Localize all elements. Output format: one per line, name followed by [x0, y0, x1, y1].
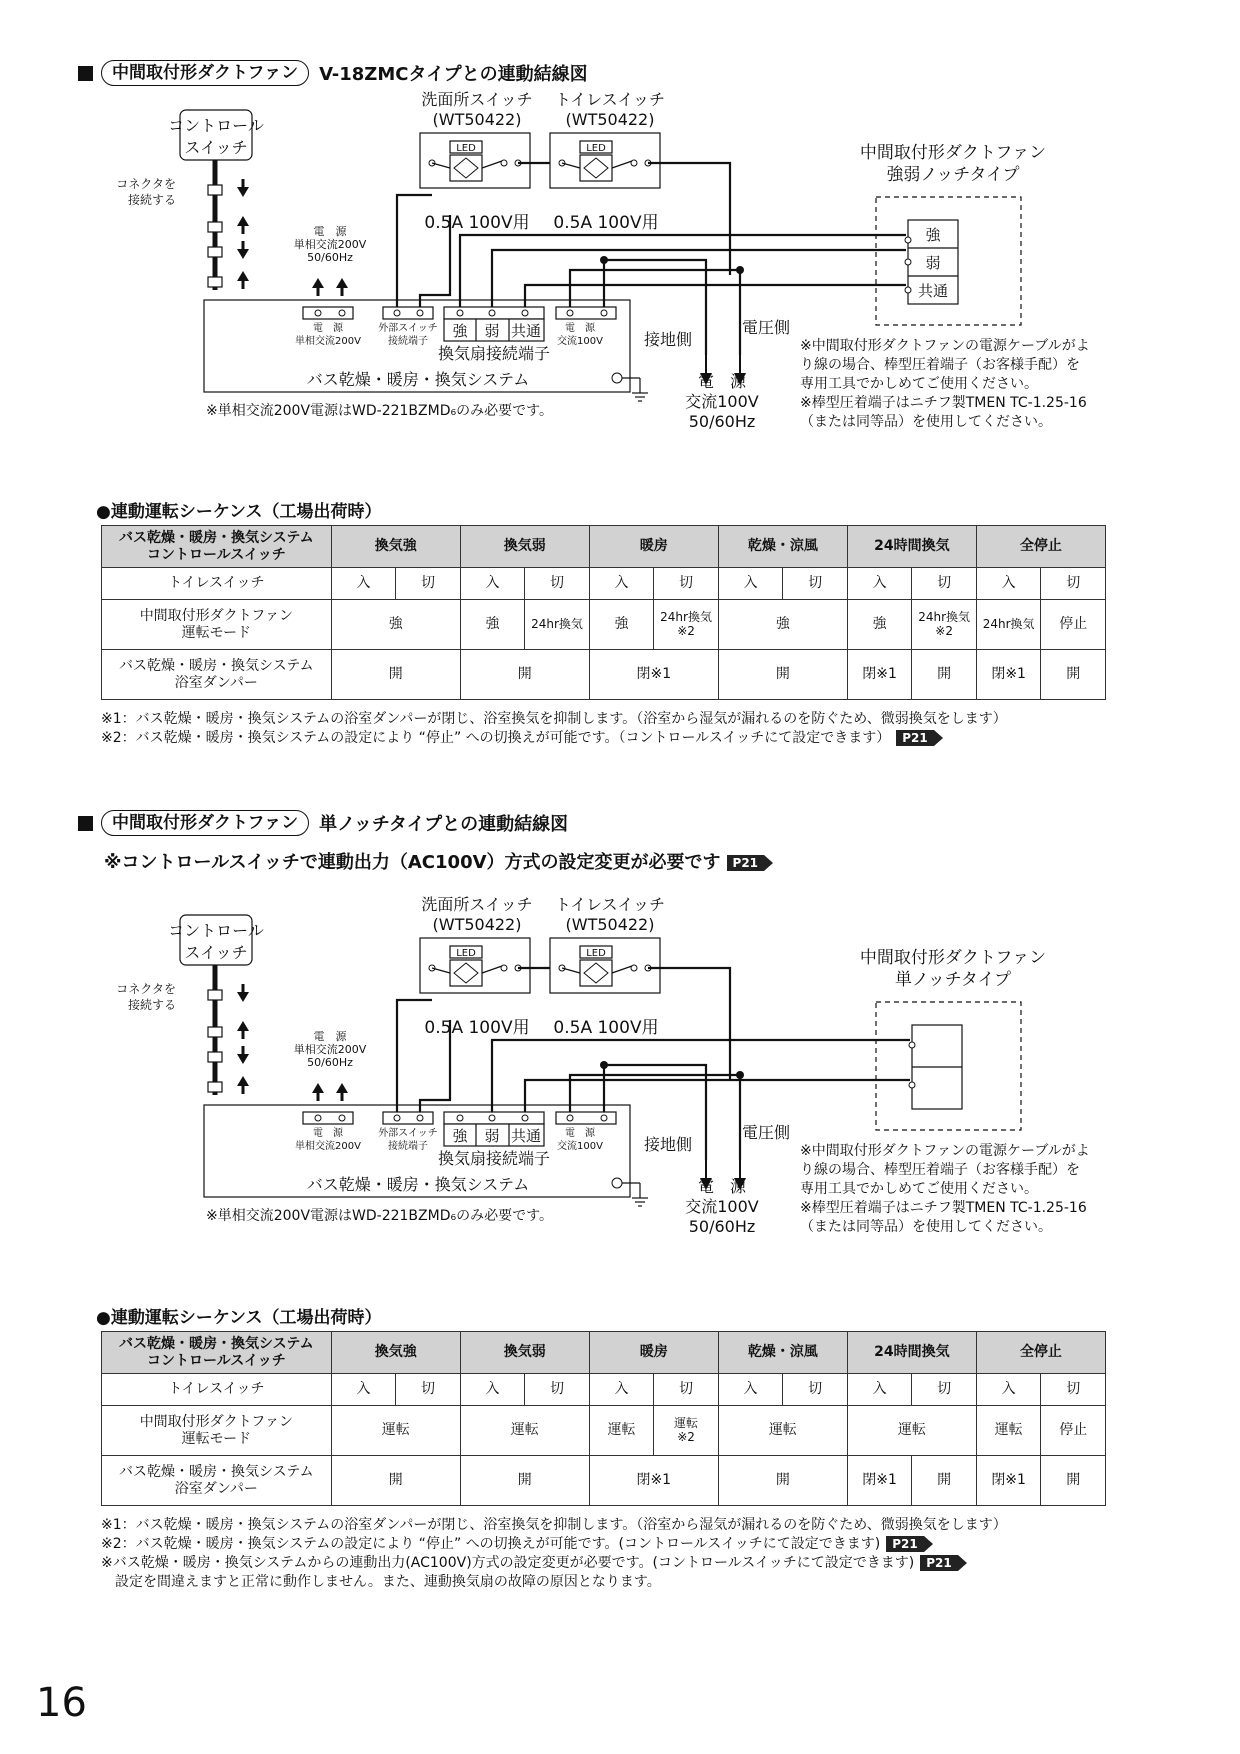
terminal-label: 接続端子	[388, 336, 428, 347]
mode-header-cell: 換気強	[331, 526, 460, 568]
terminal-label: 接続端子	[388, 1141, 428, 1152]
section1-pill: 中間取付形ダクトファン	[101, 60, 309, 86]
power-label: 50/60Hz	[307, 251, 353, 264]
junction-dot	[600, 1061, 608, 1069]
fan-mode-cell: 24hr換気 ※2	[654, 600, 719, 650]
terminal-dot	[522, 310, 528, 316]
damper-cell: 開	[718, 1456, 847, 1506]
table-row	[102, 1456, 1106, 1506]
terminal-label: 共通	[510, 1127, 542, 1145]
fan-cable-note: り線の場合、棒型圧着端子（お客様手配）を	[800, 1162, 1080, 1178]
arrow-down-icon	[237, 187, 249, 197]
arrow-down-icon	[237, 992, 249, 1002]
terminal-label: 電 源	[313, 1128, 343, 1139]
damper-cell: 閉※1	[589, 650, 718, 700]
wiring-diagram-1	[0, 85, 1240, 475]
terminal-dot	[909, 1042, 915, 1048]
toilet-switch-cell: 切	[1041, 1374, 1106, 1406]
junction-dot	[600, 256, 608, 264]
damper-cell: 開	[460, 1456, 589, 1506]
damper-cell: 開	[331, 650, 460, 700]
table-row	[102, 650, 1106, 700]
fan-mode-cell: 運転	[718, 1406, 847, 1456]
switch-body	[580, 155, 612, 181]
control-switch-label: コントロール	[168, 921, 264, 940]
connector-label: コネクタを	[116, 982, 176, 996]
terminal-label: 単相交流200V	[295, 1141, 361, 1152]
arrow-up-icon	[237, 216, 249, 226]
led-label: LED	[586, 143, 606, 154]
fan-mode-cell: 強	[847, 600, 912, 650]
fan-cable-note: 専用工具でかしめてご使用ください。	[800, 1181, 1038, 1197]
power-label: 50/60Hz	[307, 1056, 353, 1069]
led-label: LED	[456, 948, 476, 959]
switch-body	[580, 960, 612, 986]
page-number: 16	[36, 1680, 87, 1726]
table1-title: ●連動運転シーケンス（工場出荷時）	[96, 502, 382, 522]
terminal-label: 換気扇接続端子	[437, 344, 551, 363]
page-ref-badge: P21	[896, 730, 934, 746]
power-footnote: ※単相交流200V電源はWD-221BZMD₆のみ必要です。	[206, 1208, 553, 1224]
fan-cable-note: （または同等品）を使用してください。	[800, 414, 1052, 430]
fan-mode-cell: 運転	[589, 1406, 654, 1456]
wire	[397, 1000, 432, 1112]
switch-title: (WT50422)	[432, 915, 522, 934]
toilet-switch-cell: 切	[525, 568, 590, 600]
system-name: バス乾燥・暖房・換気システム	[306, 1175, 530, 1194]
terminal-label: 電 源	[313, 323, 343, 334]
diagram2-group	[116, 895, 1090, 1236]
mode-header-cell: 換気弱	[460, 526, 589, 568]
page-ref-badge: P21	[727, 855, 765, 871]
terminal-label: 単相交流200V	[295, 336, 361, 347]
power-label: 単相交流200V	[293, 1043, 367, 1056]
junction-dot	[736, 266, 744, 274]
arrow-down-icon	[237, 1054, 249, 1064]
toilet-switch-cell: 入	[589, 1374, 654, 1406]
mode-header-cell: 乾燥・涼風	[718, 526, 847, 568]
section2-pill: 中間取付形ダクトファン	[101, 810, 309, 836]
terminal-dot	[457, 310, 463, 316]
switch-body	[450, 155, 482, 181]
fan-terminal-label: 弱	[925, 254, 941, 272]
control-switch-label: スイッチ	[184, 138, 248, 157]
system-name: バス乾燥・暖房・換気システム	[306, 370, 530, 389]
mode-header-cell: 暖房	[589, 1332, 718, 1374]
terminal-dot	[339, 1115, 345, 1121]
supply-label: 50/60Hz	[688, 1217, 756, 1236]
section2-heading	[78, 810, 568, 836]
arrow-up-icon	[237, 1021, 249, 1031]
connector-plug	[208, 277, 222, 287]
connector-label: 接続する	[127, 193, 176, 207]
terminal-dot	[567, 1115, 573, 1121]
power-label: 単相交流200V	[293, 238, 367, 251]
terminal-label: 弱	[484, 1127, 500, 1145]
toilet-switch-cell: 切	[396, 568, 461, 600]
table-header-row	[102, 526, 1106, 568]
fan-mode-cell: 運転	[976, 1406, 1041, 1456]
ground-icon	[612, 373, 622, 383]
table2-note-4: 設定を間違えますと正常に動作しません。また、連動換気扇の故障の原因となります。	[101, 1574, 661, 1590]
arrow-up-icon	[237, 271, 249, 281]
mode-header-cell: 全停止	[976, 1332, 1105, 1374]
fan-mode-cell: 24hr換気 ※2	[912, 600, 977, 650]
table2-note-3: ※バス乾燥・暖房・換気システムからの連動出力(AC100V)方式の設定変更が必要です。(コントロールスイッチにて設定できます) P21	[101, 1554, 1007, 1573]
switch-title: トイレスイッチ	[554, 895, 666, 914]
table2-note-2: ※2：バス乾燥・暖房・換気システムの設定により “停止” への切換えが可能です。(コントロールスイッチにて設定できます) P21	[101, 1535, 1007, 1554]
fan-cable-note: 専用工具でかしめてご使用ください。	[800, 376, 1038, 392]
wire	[397, 195, 432, 307]
diagram1-group	[116, 90, 1090, 431]
voltage-side-label: 電圧側	[742, 318, 791, 337]
damper-cell: 閉※1	[847, 650, 912, 700]
header-label-cell: バス乾燥・暖房・換気システム コントロールスイッチ	[102, 526, 332, 568]
fan-mode-cell: 運転	[460, 1406, 589, 1456]
fan-terminal-label: 共通	[917, 282, 949, 300]
damper-cell: 開	[1041, 650, 1106, 700]
terminal-label: 共通	[510, 322, 542, 340]
rating-label: 0.5A 100V用	[424, 213, 530, 233]
header-label-cell: バス乾燥・暖房・換気システム コントロールスイッチ	[102, 1332, 332, 1374]
terminal-dot	[601, 310, 607, 316]
damper-cell: 開	[912, 1456, 977, 1506]
terminal-label: 交流100V	[557, 336, 603, 347]
arrow-up-icon	[237, 1076, 249, 1086]
table1-notes	[101, 710, 1007, 748]
terminal-dot	[339, 310, 345, 316]
toilet-switch-cell: 入	[331, 568, 396, 600]
table1-note-1: ※1：バス乾燥・暖房・換気システムの浴室ダンパーが閉じ、浴室換気を抑制します。（浴室から湿気が漏れるのを防ぐため、微弱換気をします）	[101, 711, 1007, 727]
arrow-down-icon	[237, 249, 249, 259]
fan-cable-note: り線の場合、棒型圧着端子（お客様手配）を	[800, 357, 1080, 373]
damper-cell: 閉※1	[847, 1456, 912, 1506]
connector-label: 接続する	[127, 998, 176, 1012]
table-row	[102, 568, 1106, 600]
terminal-dot	[909, 1082, 915, 1088]
connector-plug	[208, 1027, 222, 1037]
supply-label: 電 源	[697, 372, 747, 391]
terminal-dot	[315, 310, 321, 316]
table2-notes	[101, 1516, 1007, 1592]
fan-mode-cell: 強	[718, 600, 847, 650]
row-label-cell: トイレスイッチ	[102, 1374, 332, 1406]
mode-header-cell: 24時間換気	[847, 526, 976, 568]
terminal-dot	[394, 310, 400, 316]
table2-title: ●連動運転シーケンス（工場出荷時）	[96, 1308, 382, 1328]
fan-mode-cell: 24hr換気	[976, 600, 1041, 650]
terminal-label: 電 源	[565, 323, 595, 334]
toilet-switch-cell: 入	[847, 568, 912, 600]
fan-mode-cell: 運転	[331, 1406, 460, 1456]
bullet-square-icon	[78, 816, 93, 831]
damper-cell: 開	[1041, 1456, 1106, 1506]
toilet-switch-cell: 切	[783, 1374, 848, 1406]
switch-title: トイレスイッチ	[554, 90, 666, 109]
fan-mode-cell: 強	[331, 600, 460, 650]
section2-title: 単ノッチタイプとの連動結線図	[319, 814, 569, 835]
table-row	[102, 600, 1106, 650]
section2-note: ※コントロールスイッチで連動出力（AC100V）方式の設定変更が必要です P21	[104, 848, 764, 874]
terminal-label: 外部スイッチ	[378, 323, 438, 334]
switch-title: (WT50422)	[432, 110, 522, 129]
control-switch-label: コントロール	[168, 116, 264, 135]
terminal-label: 換気扇接続端子	[437, 1149, 551, 1168]
connector-plug	[208, 1052, 222, 1062]
led-label: LED	[456, 143, 476, 154]
fan-mode-cell: 運転 ※2	[654, 1406, 719, 1456]
sequence-table-1	[101, 525, 1106, 700]
fan-cable-note: ※棒型圧着端子はニチフ製TMEN TC-1.25-16	[800, 395, 1087, 411]
rating-label: 0.5A 100V用	[424, 1018, 530, 1038]
ground-side-label: 接地側	[643, 1135, 692, 1154]
terminal-dot	[489, 310, 495, 316]
table1-note-2: ※2：バス乾燥・暖房・換気システムの設定により “停止” への切換えが可能です。（コントロールスイッチにて設定できます） P21	[101, 729, 1007, 748]
terminal-dot	[905, 259, 911, 265]
damper-cell: 開	[331, 1456, 460, 1506]
terminal-dot	[905, 237, 911, 243]
damper-cell: 開	[718, 650, 847, 700]
toilet-switch-cell: 切	[783, 568, 848, 600]
terminal-dot	[394, 1115, 400, 1121]
terminal-label: 電 源	[565, 1128, 595, 1139]
ground-side-label: 接地側	[643, 330, 692, 349]
toilet-switch-cell: 入	[589, 568, 654, 600]
table-row	[102, 1406, 1106, 1456]
switch-title: 洗面所スイッチ	[421, 90, 533, 109]
section1-title: V-18ZMCタイプとの連動結線図	[319, 64, 588, 85]
arrow-up-icon	[312, 1083, 324, 1093]
mode-header-cell: 乾燥・涼風	[718, 1332, 847, 1374]
power-label: 電 源	[313, 225, 347, 238]
terminal-label: 外部スイッチ	[378, 1128, 438, 1139]
fan-cable-note: ※中間取付形ダクトファンの電源ケーブルがよ	[800, 1143, 1090, 1159]
toilet-switch-cell: 入	[847, 1374, 912, 1406]
fan-mode-cell: 停止	[1041, 1406, 1106, 1456]
terminal-dot	[315, 1115, 321, 1121]
mode-header-cell: 換気強	[331, 1332, 460, 1374]
control-switch-label: スイッチ	[184, 943, 248, 962]
terminal-dot	[905, 287, 911, 293]
toilet-switch-cell: 切	[396, 1374, 461, 1406]
row-label-cell: バス乾燥・暖房・換気システム 浴室ダンパー	[102, 1456, 332, 1506]
connector-label: コネクタを	[116, 177, 176, 191]
mode-header-cell: 暖房	[589, 526, 718, 568]
row-label-cell: トイレスイッチ	[102, 568, 332, 600]
terminal-label: 弱	[484, 322, 500, 340]
connector-plug	[208, 990, 222, 1000]
mode-header-cell: 換気弱	[460, 1332, 589, 1374]
damper-cell: 開	[460, 650, 589, 700]
led-label: LED	[586, 948, 606, 959]
voltage-side-label: 電圧側	[742, 1123, 791, 1142]
terminal-dot	[489, 1115, 495, 1121]
toilet-switch-cell: 入	[976, 568, 1041, 600]
fan-mode-cell: 強	[589, 600, 654, 650]
power-label: 電 源	[313, 1030, 347, 1043]
arrow-up-icon	[336, 1083, 348, 1093]
wire	[492, 250, 906, 307]
row-label-cell: 中間取付形ダクトファン 運転モード	[102, 1406, 332, 1456]
fan-cable-note: （または同等品）を使用してください。	[800, 1219, 1052, 1235]
toilet-switch-cell: 入	[718, 568, 783, 600]
supply-label: 交流100V	[685, 392, 759, 411]
toilet-switch-cell: 入	[460, 568, 525, 600]
connector-plug	[208, 222, 222, 232]
fan-mode-cell: 24hr換気	[525, 600, 590, 650]
table-header-row	[102, 1332, 1106, 1374]
toilet-switch-cell: 切	[1041, 568, 1106, 600]
switch-title: (WT50422)	[565, 915, 655, 934]
damper-cell: 開	[912, 650, 977, 700]
junction-dot	[736, 1071, 744, 1079]
sequence-table-2	[101, 1331, 1106, 1506]
arrow-up-icon	[336, 278, 348, 288]
toilet-switch-cell: 入	[718, 1374, 783, 1406]
mode-header-cell: 24時間換気	[847, 1332, 976, 1374]
table2-note-1: ※1：バス乾燥・暖房・換気システムの浴室ダンパーが閉じ、浴室換気を抑制します。（浴室から湿気が漏れるのを防ぐため、微弱換気をします）	[101, 1517, 1007, 1533]
fan-title: 強弱ノッチタイプ	[886, 165, 1020, 185]
toilet-switch-cell: 入	[460, 1374, 525, 1406]
terminal-dot	[457, 1115, 463, 1121]
page-ref-badge: P21	[920, 1555, 958, 1571]
connector-plug	[208, 247, 222, 257]
switch-title: (WT50422)	[565, 110, 655, 129]
supply-label: 交流100V	[685, 1197, 759, 1216]
fan-mode-cell: 運転	[847, 1406, 976, 1456]
fan-title: 単ノッチタイプ	[894, 970, 1012, 990]
terminal-dot	[601, 1115, 607, 1121]
connector-plug	[208, 1082, 222, 1092]
toilet-switch-cell: 入	[331, 1374, 396, 1406]
page-ref-badge: P21	[886, 1536, 924, 1552]
fan-cable-note: ※棒型圧着端子はニチフ製TMEN TC-1.25-16	[800, 1200, 1087, 1216]
switch-title: 洗面所スイッチ	[421, 895, 533, 914]
rating-label: 0.5A 100V用	[553, 213, 659, 233]
wiring-diagram-2	[0, 890, 1240, 1280]
toilet-switch-cell: 切	[654, 568, 719, 600]
terminal-label: 強	[452, 322, 468, 340]
mode-header-cell: 全停止	[976, 526, 1105, 568]
supply-label: 50/60Hz	[688, 412, 756, 431]
terminal-dot	[417, 1115, 423, 1121]
connector-plug	[208, 185, 222, 195]
row-label-cell: 中間取付形ダクトファン 運転モード	[102, 600, 332, 650]
fan-terminal-label: 強	[925, 226, 941, 244]
fan-cable-note: ※中間取付形ダクトファンの電源ケーブルがよ	[800, 338, 1090, 354]
arrow-up-icon	[312, 278, 324, 288]
damper-cell: 閉※1	[976, 1456, 1041, 1506]
toilet-switch-cell: 切	[525, 1374, 590, 1406]
supply-label: 電 源	[697, 1177, 747, 1196]
toilet-switch-cell: 入	[976, 1374, 1041, 1406]
fan-mode-cell: 停止	[1041, 600, 1106, 650]
row-label-cell: バス乾燥・暖房・換気システム 浴室ダンパー	[102, 650, 332, 700]
toilet-switch-cell: 切	[654, 1374, 719, 1406]
switch-body	[450, 960, 482, 986]
fan-title: 中間取付形ダクトファン	[859, 143, 1047, 163]
terminal-dot	[567, 310, 573, 316]
terminal-label: 交流100V	[557, 1141, 603, 1152]
bullet-square-icon	[78, 66, 93, 81]
terminal-dot	[417, 310, 423, 316]
damper-cell: 閉※1	[589, 1456, 718, 1506]
terminal-block	[383, 307, 433, 319]
terminal-label: 強	[452, 1127, 468, 1145]
terminal-block	[383, 1112, 433, 1124]
table-row	[102, 1374, 1106, 1406]
toilet-switch-cell: 切	[912, 1374, 977, 1406]
terminal-dot	[522, 1115, 528, 1121]
fan-mode-cell: 強	[460, 600, 525, 650]
power-footnote: ※単相交流200V電源はWD-221BZMD₆のみ必要です。	[206, 403, 553, 419]
damper-cell: 閉※1	[976, 650, 1041, 700]
rating-label: 0.5A 100V用	[553, 1018, 659, 1038]
section1-heading	[78, 60, 588, 86]
toilet-switch-cell: 切	[912, 568, 977, 600]
ground-icon	[612, 1178, 622, 1188]
fan-title: 中間取付形ダクトファン	[859, 948, 1047, 968]
